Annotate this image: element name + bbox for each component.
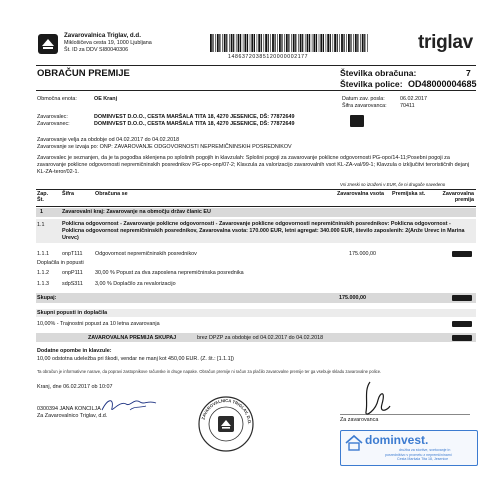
barcode-bar (319, 34, 320, 52)
premium-label: ZAVAROVALNA PREMIJA SKUPAJ (88, 335, 177, 341)
col-obracuna: Obračuna se (95, 191, 128, 197)
barcode (210, 34, 370, 52)
barcode-bar (212, 34, 213, 52)
barcode-bar (272, 34, 274, 52)
place-date: Kranj, dne 06.02.2017 ob 10:07 (37, 384, 113, 390)
premium-text: brez DPZP za obdobje od 04.02.2017 do 04.02.2018 (197, 335, 324, 341)
barcode-bar (330, 34, 331, 52)
police-label: Številka police: (340, 79, 403, 89)
dominvest-sub1: družba za storitve, svetovanje in (399, 448, 451, 452)
barcode-bar (357, 34, 358, 52)
barcode-bar (229, 34, 230, 52)
discounts-heading: Skupni popusti in doplačila (37, 310, 108, 316)
barcode-bar (312, 34, 313, 52)
barcode-bar (316, 34, 317, 52)
item-1-1-text: Poklicna odgovornost - Zavarovanje poklicne odgovornosti - Zavarovanje poklicne odgovornosti nepremičninskih posrednikov: Poklicna odgovornost - Poklicna odgovornost nepremičninskih posrednikov, Zavarovalna vsota: 170.000 EUR, letni agregat: 340.000 EUR, število zaposlenih: 2(Anže Urevc in Marina Urevc) (62, 221, 465, 241)
notes-heading: Dodatne opombe in klavzule: (37, 348, 112, 354)
agent-company: Za Zavarovalnico Triglav, d.d. (37, 413, 108, 419)
table-header-rule (36, 206, 476, 207)
dominvest-sub3: Cesta Maršala Tita 18, Jesenice (397, 457, 449, 461)
date-label: Datum zav. posla: (342, 96, 385, 102)
insured-label: Za zavarovanca (340, 417, 379, 423)
barcode-bar (355, 34, 357, 52)
dominvest-brand: dominvest. (365, 433, 429, 447)
barcode-bar (279, 34, 281, 52)
currency-note: Vsi zneski so izraženi v EUR, če ni drugače navedeno (340, 182, 446, 187)
header-divider (36, 65, 476, 66)
barcode-bar (293, 34, 295, 52)
disclaimer: Ta obračun je informativne narave, da popravi zastopnikove računske in druge napake. Obračun premije ni račun za plačilo zavarovalne premije ter ga vsebuje skladu zavarovalne police. (37, 369, 382, 374)
barcode-bar (245, 34, 247, 52)
barcode-bar (286, 34, 288, 52)
barcode-bar (224, 34, 226, 52)
barcode-bar (254, 34, 255, 52)
barcode-bar (339, 34, 340, 52)
row-113-code: sdpS311 (62, 281, 83, 287)
barcode-bar (268, 34, 269, 52)
item-1-1-number: 1.1 (37, 222, 45, 228)
unit-value: OE Kranj (94, 96, 118, 102)
barcode-bar (327, 34, 329, 52)
barcode-bar (210, 34, 212, 52)
barcode-bar (298, 34, 299, 52)
obracun-label: Številka obračuna: (340, 68, 417, 78)
barcode-bar (323, 34, 324, 52)
barcode-bar (277, 34, 278, 52)
section-title: Zavarovalni kraj: Zavarovanje na območju držav članic EU (62, 209, 211, 215)
barcode-bar (305, 34, 306, 52)
barcode-bar (236, 34, 237, 52)
row-112-number: 1.1.2 (37, 270, 49, 276)
table-top-rule (36, 189, 476, 190)
barcode-bar (288, 34, 289, 52)
discount-line: 10,00% - Trajnostni popust za 10 letna zavarovanja (37, 321, 160, 327)
barcode-bar (320, 34, 322, 52)
barcode-bar (367, 34, 368, 52)
barcode-bar (307, 34, 309, 52)
agent-signature (100, 394, 160, 416)
col-premijska-st: Premijska st. (392, 191, 426, 197)
zavarovalec-value: DOMINVEST D.O.O., CESTA MARŠALA TITA 18, 4270 JESENICE, DŠ: 77872649 (94, 114, 295, 120)
agent-id: 0300394 JANA KONCILJA (37, 406, 101, 412)
row-111-number: 1.1.1 (37, 251, 49, 257)
barcode-bar (364, 34, 365, 52)
barcode-bar (314, 34, 316, 52)
row-111-value: 175.000,00 (349, 251, 376, 257)
barcode-bar (309, 34, 310, 52)
section-number: 1 (40, 209, 43, 215)
barcode-bar (337, 34, 338, 52)
company-stamp (196, 394, 256, 454)
surcharge-label: Doplačila in popusti (37, 260, 84, 266)
redaction-bar (452, 335, 472, 341)
barcode-bar (334, 34, 336, 52)
total-value: 175.000,00 (339, 295, 366, 301)
agent-label: Šifra zavarovanca: (342, 103, 387, 109)
barcode-bar (275, 34, 276, 52)
total-label: Skupaj: (37, 295, 57, 301)
zavarovanec-label: Zavarovanec: (37, 121, 70, 127)
barcode-bar (284, 34, 285, 52)
col-vsota: Zavarovalna vsota (336, 191, 384, 197)
barcode-bar (341, 34, 343, 52)
redaction-bar (350, 115, 364, 127)
company-logo (38, 34, 58, 54)
barcode-bar (291, 34, 292, 52)
title-divider (36, 90, 476, 91)
dominvest-house-icon (345, 435, 363, 451)
redaction-bar (452, 251, 472, 257)
company-address: Miklošičeva cesta 19, 1000 Ljubljana (64, 40, 152, 46)
zavarovalec-label: Zavarovalec: (37, 114, 68, 120)
zavarovanec-value: DOMINVEST D.O.O., CESTA MARŠALA TITA 18, 4270 JESENICE, DŠ: 77872649 (94, 121, 295, 127)
date-value: 06.02.2017 (400, 96, 427, 102)
dominvest-sub2: posredništvo v prometu z nepremičninami (385, 452, 452, 457)
barcode-bar (238, 34, 240, 52)
row-112-code: onpP111 (62, 270, 83, 276)
company-tax-id: Št. ID za DDV SI80040306 (64, 47, 129, 53)
barcode-bar (261, 34, 262, 52)
barcode-bar (302, 34, 303, 52)
obracun-value: 7 (466, 68, 471, 78)
col-zap: Zap. Št. (37, 191, 49, 204)
barcode-bar (247, 34, 248, 52)
barcode-bar (233, 34, 234, 52)
barcode-bar (344, 34, 345, 52)
barcode-bar (362, 34, 364, 52)
barcode-bar (326, 34, 327, 52)
row-113-text: 3,00 % Doplačilo za revalorizacijo (95, 281, 176, 287)
barcode-bar (240, 34, 241, 52)
barcode-bar (257, 34, 258, 52)
dominvest-stamp (340, 430, 478, 466)
page-title: OBRAČUN PREMIJE (37, 68, 130, 79)
barcode-bar (353, 34, 354, 52)
insurance-type-line: Zavarovanje se izvaja po: ONP: ZAVAROVANJE ODGOVORNOSTI NEPREMIČNINSKIH POSREDNIKOV (37, 144, 292, 150)
police-value: OD48000004685 (408, 79, 477, 89)
barcode-bar (243, 34, 244, 52)
brand-logo: triglav (418, 32, 473, 53)
triglav-emblem-icon (38, 34, 58, 54)
barcode-bar (251, 34, 253, 52)
barcode-bar (222, 34, 223, 52)
row-113-number: 1.1.3 (37, 281, 49, 287)
row-111-text: Odgovornost nepremičninskih posrednikov (95, 251, 197, 257)
period-line: Zavarovanje velja za obdobje od 04.02.2017 do 04.02.2018 (37, 137, 180, 143)
row-111-code: onpT111 (62, 251, 83, 257)
barcode-bar (219, 34, 220, 52)
agent-value: 70411 (400, 103, 415, 109)
barcode-bar (231, 34, 233, 52)
total-row-bg (36, 293, 476, 303)
barcode-bar (346, 34, 347, 52)
barcode-bar (250, 34, 251, 52)
barcode-bar (270, 34, 271, 52)
barcode-bar (348, 34, 350, 52)
row-112-text: 30,00 % Popust za dva zaposlena nepremičninska posrednika (95, 270, 244, 276)
barcode-bar (258, 34, 260, 52)
barcode-bar (360, 34, 361, 52)
barcode-bar (300, 34, 302, 52)
terms-paragraph: Zavarovalec je seznanjen, da je ta pogodba sklenjena po splošnih pogojih in klavzulah: Splošni pogoji za zavarovanje poklicne odgovornosti PG-opo/14-11;Posebni pogoji za zavarovanje poklicne odgovornosti nepremičninskih posrednikov PG-opo-onp/07-2; Klavzula za valorizacijo zavarovalnih vsot KL-ZA-val/99-1; Klavzula o izključitvi terorističnih dejanj KL-ZA-teror/02-1. (37, 155, 470, 176)
insured-signature (352, 380, 392, 420)
company-name: Zavarovalnica Triglav, d.d. (64, 32, 141, 39)
barcode-bar (333, 34, 334, 52)
barcode-bar (350, 34, 351, 52)
barcode-bar (295, 34, 296, 52)
notes-line: 10,00 odstotna udeležba pri škodi, vendar ne manj kot 450,00 EUR. (Z. št.: [1.1.1]) (37, 356, 234, 362)
col-premija: Zavarovalna premija (442, 191, 474, 204)
unit-label: Območna enota: (37, 96, 77, 102)
barcode-bar (265, 34, 267, 52)
barcode-bar (215, 34, 216, 52)
barcode-bar (226, 34, 227, 52)
redaction-bar (452, 295, 472, 301)
redaction-bar (452, 321, 472, 327)
svg-text:ZAVAROVALNICA TRIGLAV, D.D.: ZAVAROVALNICA TRIGLAV, D.D. (200, 397, 253, 425)
barcode-bar (217, 34, 219, 52)
barcode-bar (281, 34, 282, 52)
barcode-number: 14863720385120000002177 (228, 54, 309, 60)
barcode-bar (264, 34, 265, 52)
col-sifra: Šifra (62, 191, 74, 197)
